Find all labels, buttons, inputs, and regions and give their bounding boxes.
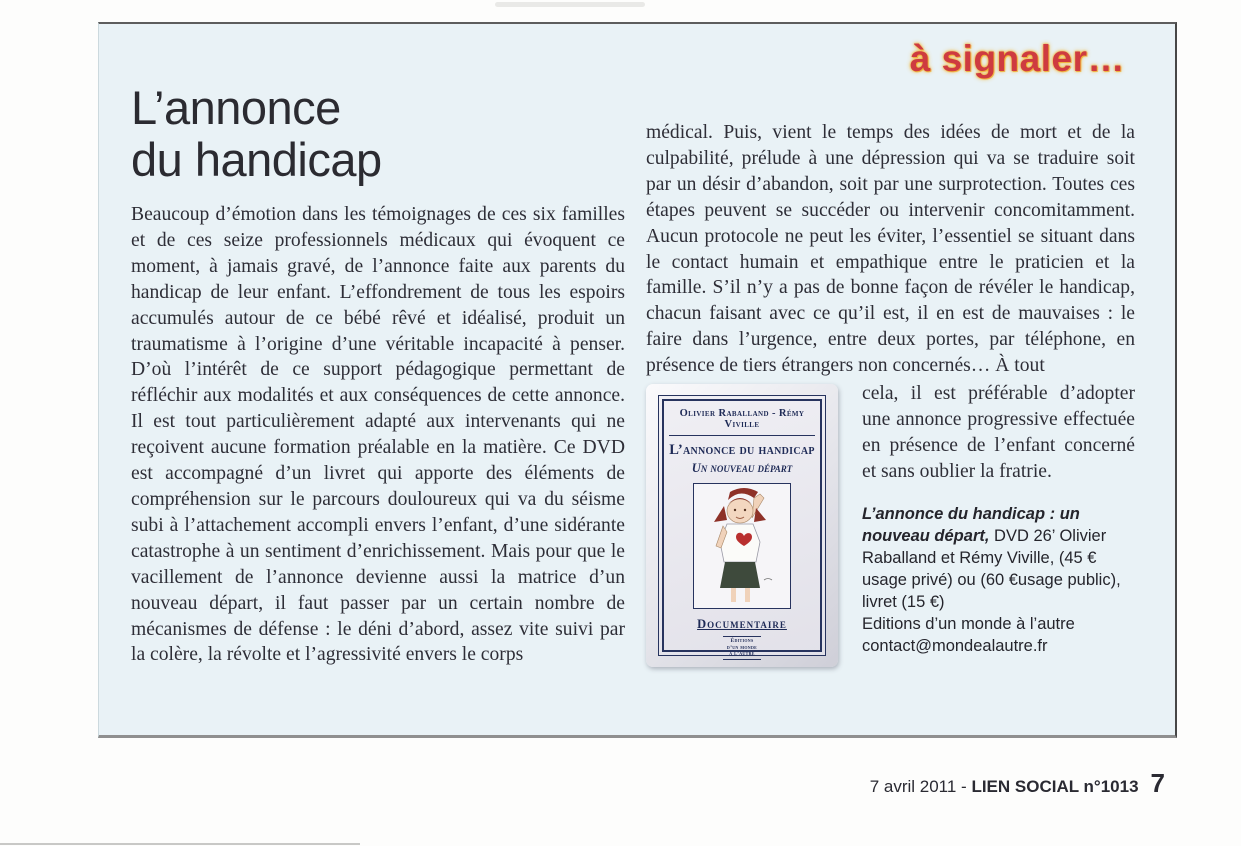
article-paragraph-right: médical. Puis, vient le temps des idées de mort et de la culpabilité, prélude à une dépression qui va se traduire soit par un désir d’abandon, soit par une surprotection. Toutes ces étapes peuvent se succéder ou intervenir concomitamment. Aucun protocole ne peut les éviter, l’essentiel se situant dans le contact humain et empathique entre le praticien et la famille. S’il n’y a pas de bonne façon de révéler le handicap, chacun faisant avec ce qu’il est, il en est de mauvaises : le faire dans l’urgence, entre deux portes, par téléphone, en présence de tiers étrangers non concernés… À tout xyxy=(646,122,1135,377)
scan-artifact-bottom xyxy=(0,843,360,845)
scan-artifact-top xyxy=(495,2,645,7)
section-label: à signaler… xyxy=(909,38,1125,79)
dvd-genre: Documentaire xyxy=(697,617,787,632)
dvd-cover-photo xyxy=(646,384,838,667)
page-number: 7 xyxy=(1150,768,1165,798)
page-footer xyxy=(870,768,1165,799)
dvd-publisher-line3: à l’autre xyxy=(729,651,755,658)
article-column-right xyxy=(646,120,1135,673)
article-panel xyxy=(98,22,1177,738)
dvd-cover xyxy=(658,395,826,656)
dvd-publisher-logo xyxy=(723,636,761,660)
dvd-title: L’annonce du handicap xyxy=(669,442,815,459)
dvd-authors: Olivier Raballand - Rémy Viville xyxy=(669,408,815,436)
page-title-line1: L’annonce xyxy=(131,81,341,134)
footer-magazine: LIEN SOCIAL n°1013 xyxy=(971,777,1139,796)
dvd-caption xyxy=(862,503,1135,657)
caption-title: L’annonce du handicap : un nouveau départ, xyxy=(862,504,1080,545)
dvd-publisher-line2: d’un monde xyxy=(726,644,758,651)
dvd-subtitle: Un nouveau départ xyxy=(691,461,793,476)
caption-publisher: Editions d’un monde à l’autre xyxy=(862,614,1075,633)
wrap-section xyxy=(646,381,1135,657)
footer-issue-line xyxy=(870,777,1139,797)
dvd-cover-illustration xyxy=(693,483,791,609)
article-column-left: Beaucoup d’émotion dans les témoignages de ces six familles et de ces seize professionnels médicaux qui évoquent ce moment, à jamais gravé, de l’annonce faite aux parents du handicap de leur enfant. L’effondrement de tous les espoirs accumulés autour de ce bébé rêvé et idéalisé, produit un traumatisme à l’origine d’une véritable incapacité à penser. D’où l’intérêt de ce support pédagogique permettant de réfléchir aux modalités et aux conséquences de cette annonce. Il est tout particulièrement adapté aux intervenants qui ne reçoivent aucune formation préalable en la matière. Ce DVD est accompagné d’un livret qui apporte des éléments de compréhension sur le parcours douloureux qui va du séisme subi à l’attachement accompli envers l’enfant, d’une sidérante catastrophe à un sentiment d’enrichissement. Mais pour que le vacillement de l’annonce devienne aussi la matrice d’un nouveau départ, il faut passer par un certain nombre de mécanismes de défense : le déni d’abord, assez vite suivi par la colère, la révolte et l’agressivité envers le corps xyxy=(131,204,625,666)
article-paragraph-wrap: cela, il est préférable d’adopter une annonce progressive effectuée en présence de l’enfant concerné et sans oublier la fratrie. xyxy=(862,383,1135,482)
caption-details: DVD 26’ Olivier Raballand et Rémy Viville, (45 € usage privé) ou (60 €usage public), livret (15 €) xyxy=(862,526,1121,611)
dvd-publisher-line1: Éditions xyxy=(730,638,754,645)
caption-contact-email: contact@mondealautre.fr xyxy=(862,636,1048,655)
page-title xyxy=(131,82,382,186)
footer-date: 7 avril 2011 - xyxy=(869,777,972,796)
dvd-cover-frame xyxy=(662,399,822,658)
page-title-line2: du handicap xyxy=(131,133,382,186)
girl-drawing-icon xyxy=(694,484,790,608)
